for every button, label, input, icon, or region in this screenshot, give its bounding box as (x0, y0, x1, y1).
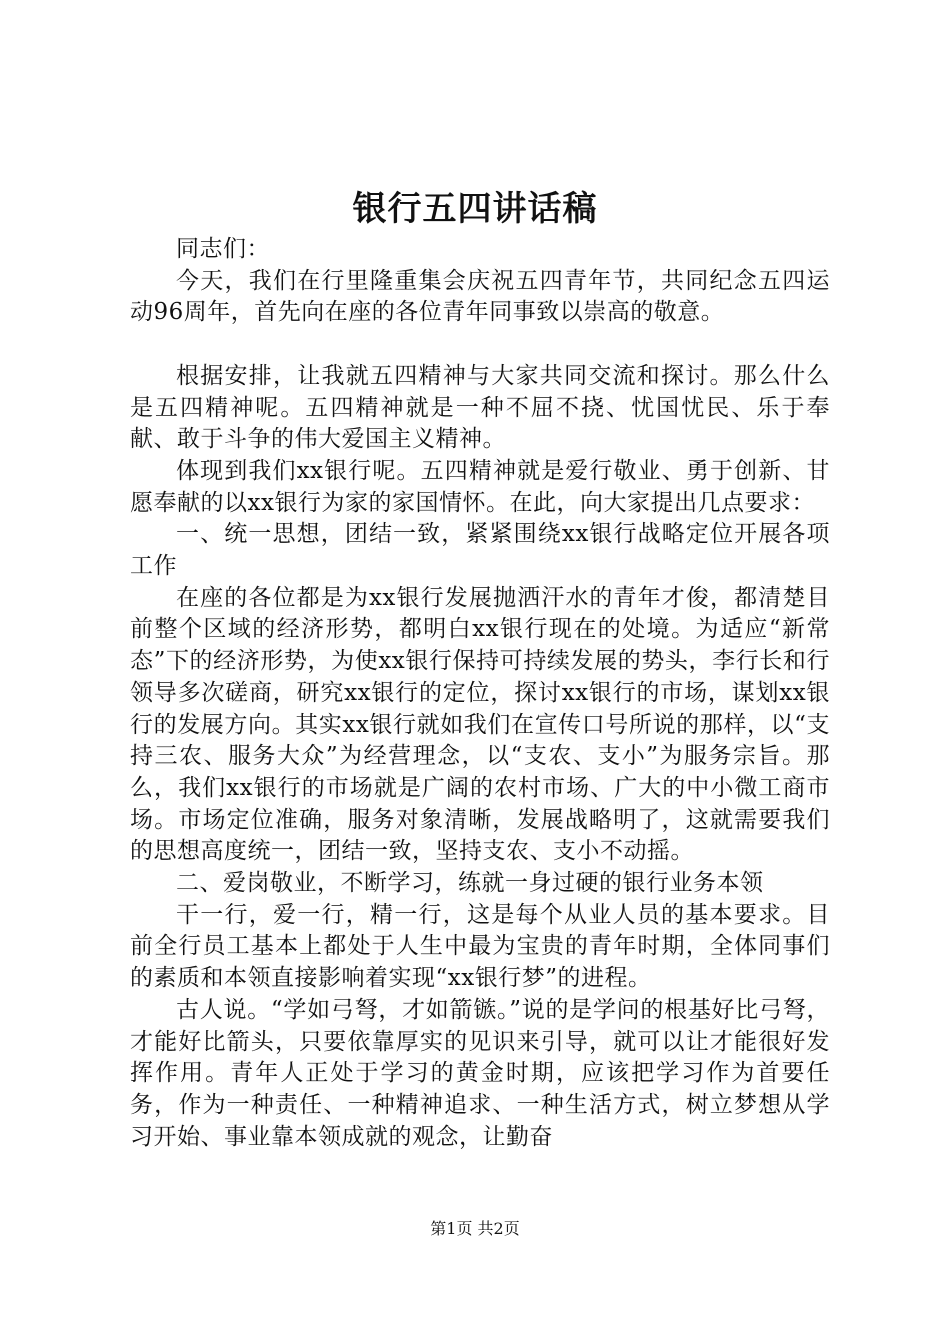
document-body (130, 234, 830, 1153)
paragraph-section-1-body: 在座的各位都是为xx银行发展抛洒汗水的青年才俊，都清楚目前整个区域的经济形势，都明白xx银行现在的处境。为适应“新常态”下的经济形势，为使xx银行保持可持续发展的势头，李行长和行领导多次磋商，研究xx银行的定位，探讨xx银行的市场，谋划xx银行的发展方向。其实xx银行就如我们在宣传口号所说的那样，以“支持三农、服务大众”为经营理念，以“支农、支小”为服务宗旨。那么，我们xx银行的市场就是广阔的农村市场、广大的中小微工商市场。市场定位准确，服务对象清晰，发展战略明了，这就需要我们的思想高度统一，团结一致，坚持支农、支小不动摇。 (130, 584, 830, 865)
heading-section-1: 一、统一思想，团结一致，紧紧围绕xx银行战略定位开展各项工作 (130, 521, 830, 580)
paragraph-salutation: 同志们： (176, 236, 270, 262)
page-number-footer: 第1页 共2页 (430, 1219, 520, 1238)
document-title: 银行五四讲话稿 (352, 189, 598, 229)
paragraph-section-2-body: 干一行，爱一行，精一行，这是每个从业人员的基本要求。目前全行员工基本上都处于人生中最为宝贵的青年时期，全体同事们的素质和本领直接影响着实现“xx银行梦”的进程。 (130, 901, 830, 992)
heading-section-2: 二、爱岗敬业，不断学习，练就一身过硬的银行业务本领 (176, 870, 764, 897)
paragraph-opening: 今天，我们在行里隆重集会庆祝五四青年节，共同纪念五四运动96周年，首先向在座的各位青年同事致以崇高的敬意。 (130, 267, 830, 326)
paragraph-spirit: 根据安排，让我就五四精神与大家共同交流和探讨。那么什么是五四精神呢。五四精神就是一种不屈不挠、忧国忧民、乐于奉献、敢于斗争的伟大爱国主义精神。 (130, 362, 830, 453)
paragraph-learning: 古人说。“学如弓弩，才如箭镞。”说的是学问的根基好比弓弩，才能好比箭头，只要依靠厚实的见识来引导，就可以让才能很好发挥作用。青年人正处于学习的黄金时期，应该把学习作为首要任务，作为一种责任、一种精神追求、一种生活方式，树立梦想从学习开始、事业靠本领成就的观念，让勤奋 (130, 996, 830, 1150)
paragraph-bank-spirit: 体现到我们xx银行呢。五四精神就是爱行敬业、勇于创新、甘愿奉献的以xx银行为家的家国情怀。在此，向大家提出几点要求： (130, 457, 830, 516)
